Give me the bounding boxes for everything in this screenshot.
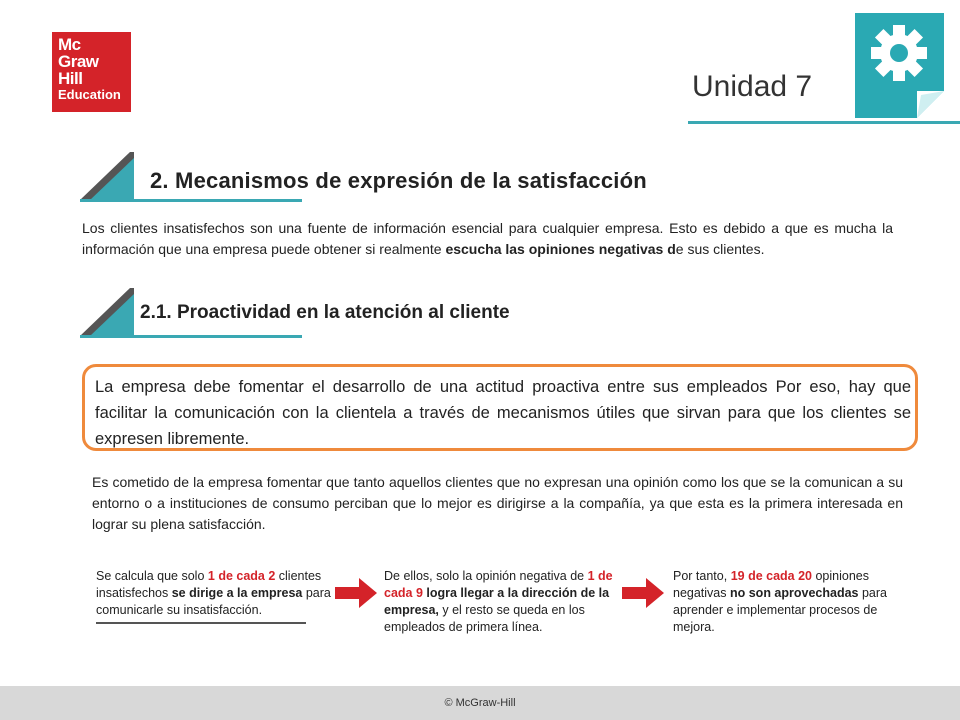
info-box-3-bold: no son aprovechadas [729,586,859,600]
info-box-1-underline [96,622,306,624]
info-box-1-highlight: 1 de cada 2 [207,569,276,583]
logo-line-4: Education [58,87,121,102]
info-box-1-text-a: Se calcula que solo [96,569,208,583]
intro-text-2: e sus clientes. [675,241,765,257]
info-box-3-highlight: 19 de cada 20 [730,569,812,583]
subsection-body: Es cometido de la empresa fomentar que tanto aquellos clientes que no expresan una opinión como los que se la comunican a su entorno o a instituciones de consumo perciban que lo mejor es dirigirse a la compañía, ya que esta es la primera interesada en lograr su plena satisfacción. [92,474,903,532]
info-box-3 [673,568,913,636]
subsection-heading-icon [80,288,138,338]
footer-copyright: © McGraw-Hill [444,697,516,709]
highlight-box: La empresa debe fomentar el desarrollo de una actitud proactiva entre sus empleados Por eso, hay que facilitar la comunicación con la clientela a través de mecanismos útiles que sirvan para que los clientes se expresen libremente. [82,364,918,451]
subsection-heading-rule [80,335,302,338]
info-box-3-text-c: opiniones negativas [673,569,869,600]
footer [0,686,960,720]
info-box-2-bold: logra llegar a la dirección de la empresa, [384,586,610,617]
intro-text-1: Los clientes insatisfechos son una fuente de información esencial para cualquier empresa. Esto es debido a que es mucha la información que una empresa puede obtener si realmente [82,220,893,257]
section-heading-rule [80,199,302,202]
unit-title: Unidad 7 [692,70,813,103]
mcgraw-hill-logo [52,32,131,112]
info-box-1-text-c: clientes insatisfechos [96,569,322,600]
logo-line-3: Hill [58,69,83,88]
logo-line-1: Mc [58,35,81,54]
info-box-1-bold: se dirige a la empresa [171,586,303,600]
arrow-right-icon [335,578,377,608]
logo-line-2: Graw [58,52,99,71]
info-box-1 [96,568,336,624]
info-box-2-text-d: y el resto se queda en los empleados de primera línea. [384,603,585,634]
info-box-3-text-a: Por tanto, [673,569,731,583]
info-box-2 [384,568,619,636]
arrow-right-icon [622,578,664,608]
gear-document-icon [855,13,944,118]
info-box-2-highlight: 1 de cada 9 [384,569,613,600]
intro-emphasis: escucha las opiniones negativas d [445,241,676,257]
section-intro [82,218,893,260]
section-heading: 2. Mecanismos de expresión de la satisfacción [150,168,647,193]
info-box-1-text-e: para comunicarle su insatisfacción. [96,586,331,617]
section-heading-icon [80,152,138,202]
unit-divider [688,121,960,124]
info-box-3-text-e: para aprender e implementar procesos de mejora. [673,586,887,634]
subsection-heading: 2.1. Proactividad en la atención al cliente [140,302,510,323]
info-box-2-text-a: De ellos, solo la opinión negativa de [384,569,588,583]
